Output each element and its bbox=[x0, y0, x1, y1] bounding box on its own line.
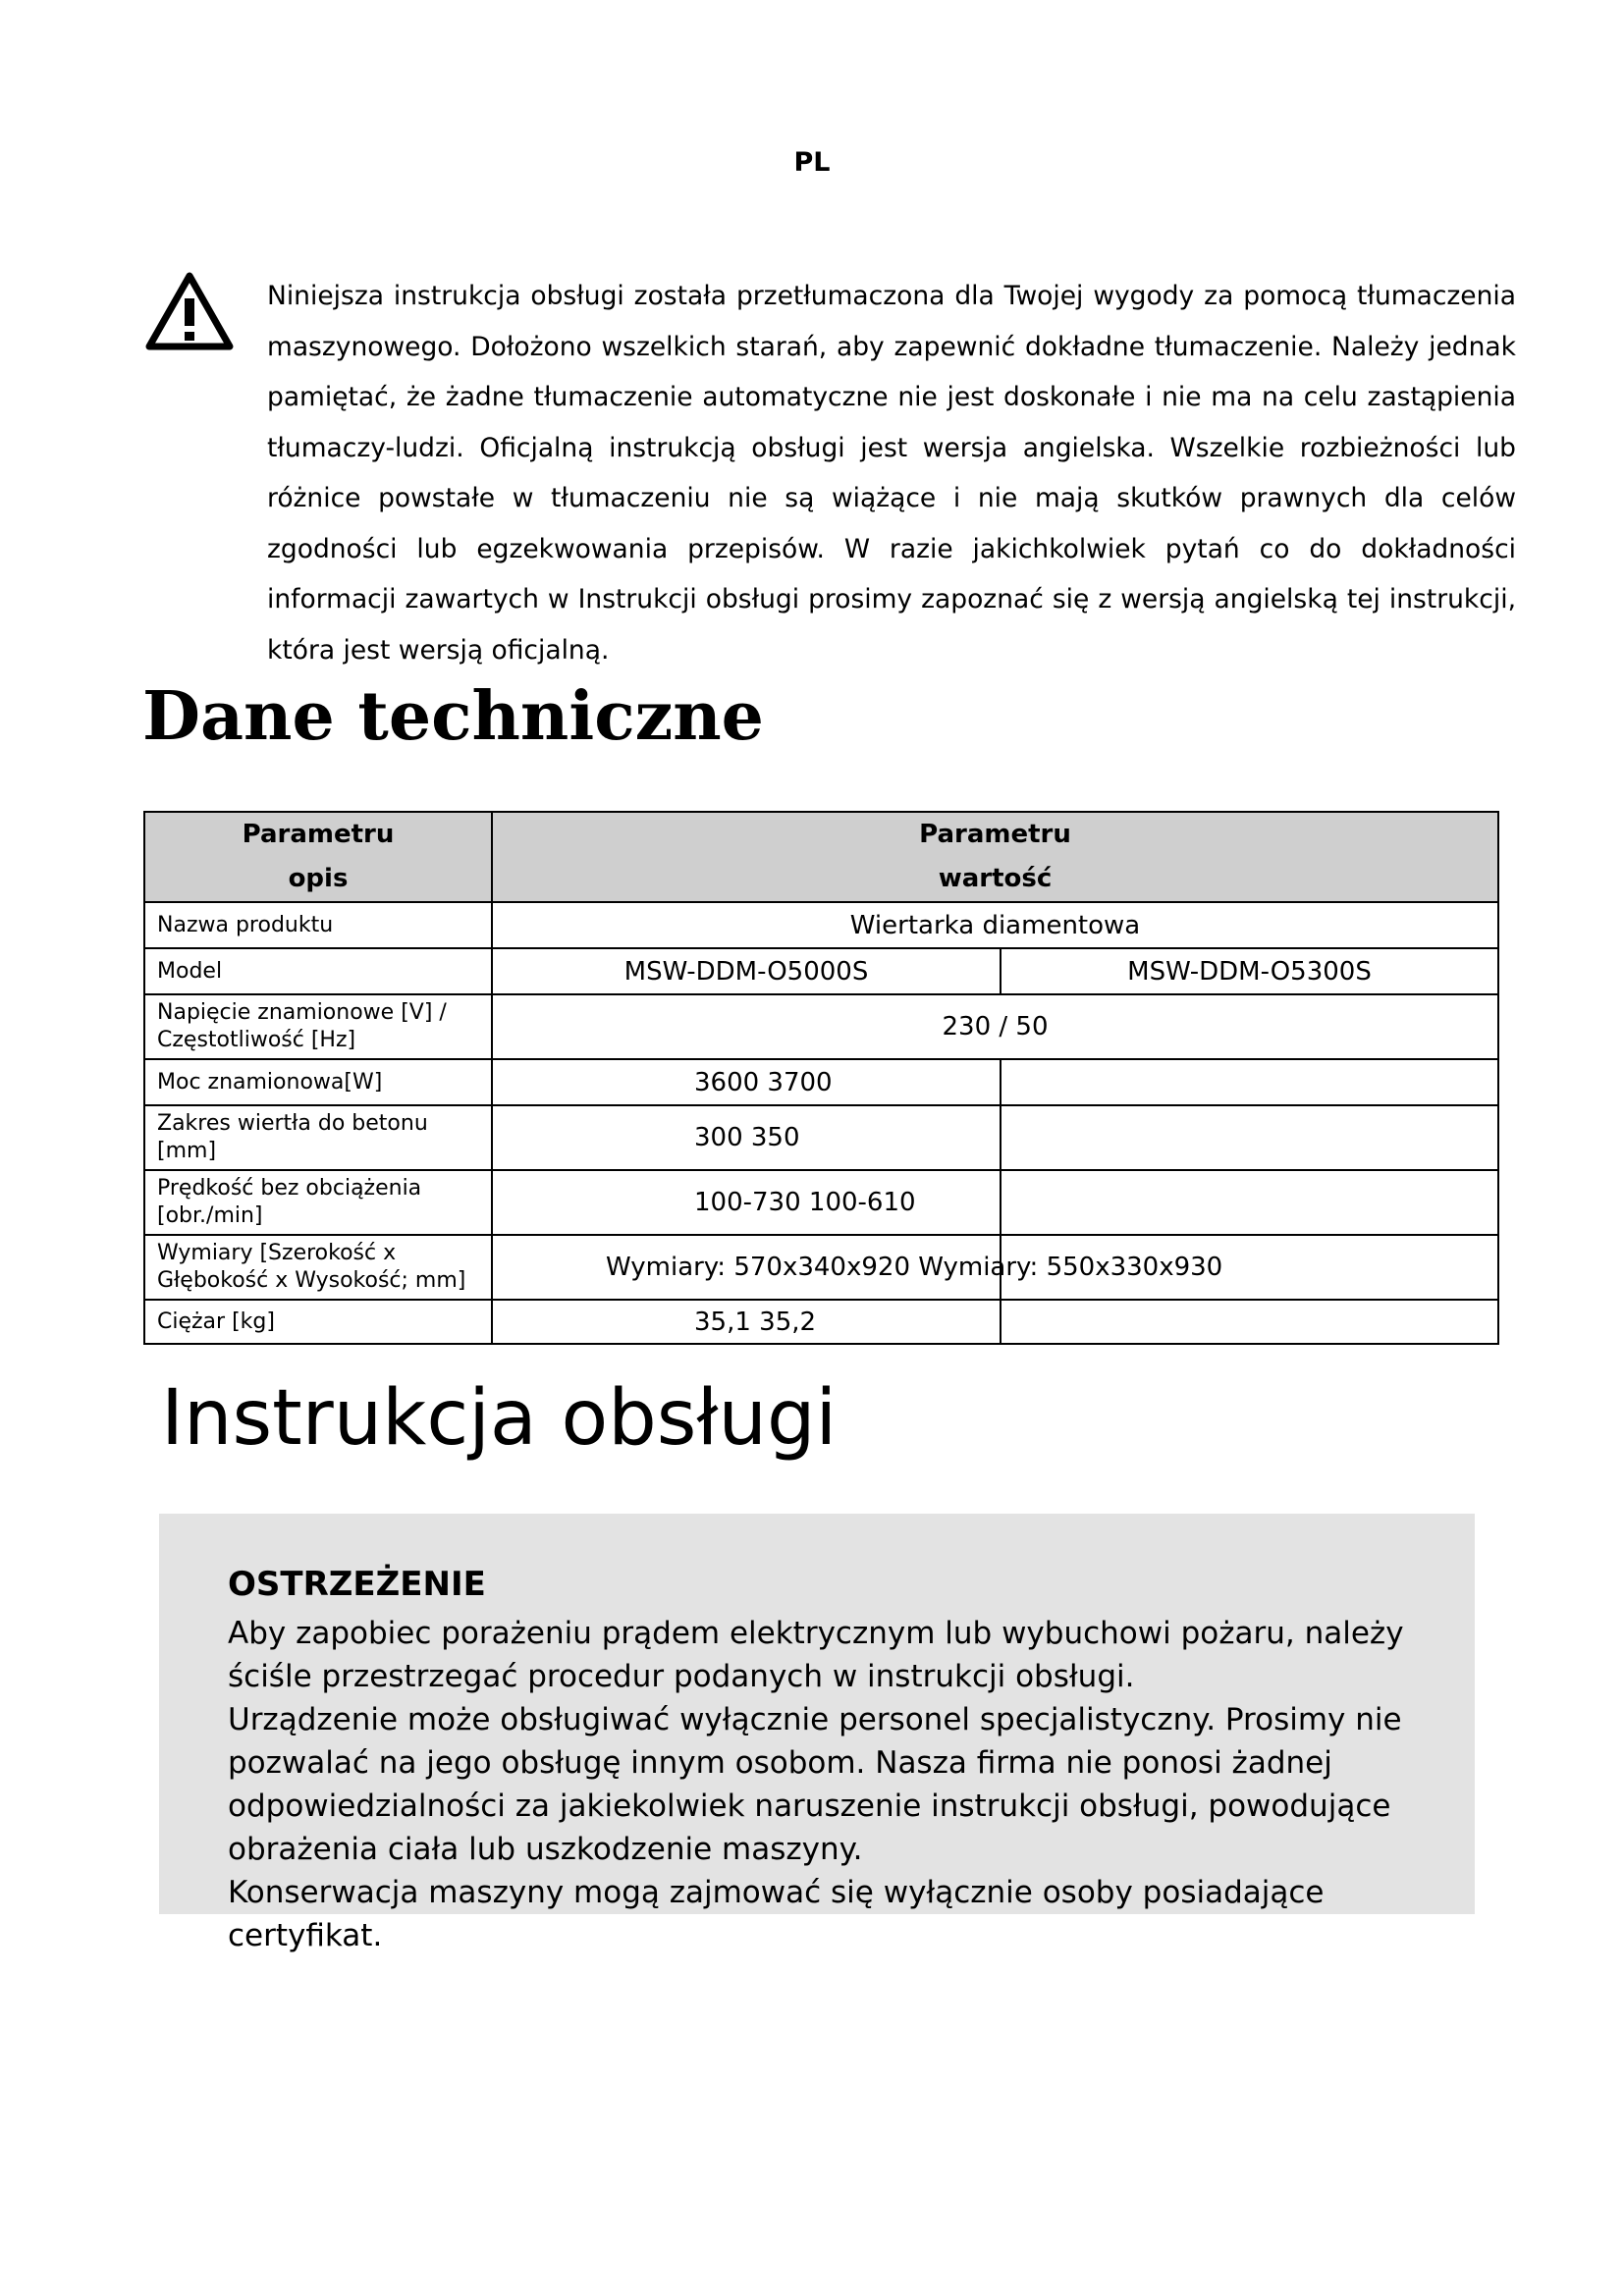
row-value: 35,1 35,2 bbox=[492, 1300, 1001, 1344]
warning-paragraph: Konserwacja maszyny mogą zajmować się wyłącznie osoby posiadające certyfikat. bbox=[228, 1875, 1325, 1953]
spec-table bbox=[143, 811, 1499, 1345]
model-value-2: MSW-DDM-O5300S bbox=[1001, 948, 1498, 994]
table-row bbox=[144, 1300, 1498, 1344]
warning-paragraph: Aby zapobiec porażeniu prądem elektrycznym lub wybuchowi pożaru, należy ściśle przestrzegać procedur podanych w instrukcji obsługi. bbox=[228, 1616, 1404, 1694]
warning-paragraph: Urządzenie może obsługiwać wyłącznie personel specjalistyczny. Prosimy nie pozwalać na jego obsługę innym osobom. Nasza firma nie ponosi żadnej odpowiedzialności za jakiekolwiek naruszenie instrukcji obsługi, powodujące obrażenia ciała lub uszkodzenie maszyny. bbox=[228, 1702, 1402, 1867]
warning-box bbox=[159, 1514, 1475, 1953]
row-value: 3600 3700 bbox=[492, 1059, 1001, 1105]
table-row bbox=[144, 1059, 1498, 1105]
row-label: Ciężar [kg] bbox=[144, 1300, 492, 1344]
param-value-header: Parametru wartość bbox=[492, 812, 1498, 902]
table-row bbox=[144, 902, 1498, 948]
warning-body bbox=[228, 1612, 1445, 1957]
row-label: Wymiary [Szerokość x Głębokość x Wysokość; mm] bbox=[144, 1235, 492, 1300]
row-label: Model bbox=[144, 948, 492, 994]
row-value: Wymiary: 570x340x920 Wymiary: 550x330x930 bbox=[492, 1235, 1498, 1300]
row-value: 100-730 100-610 bbox=[492, 1170, 1001, 1235]
row-value-empty bbox=[1001, 1105, 1498, 1170]
row-label: Prędkość bez obciążenia [obr./min] bbox=[144, 1170, 492, 1235]
row-label: Napięcie znamionowe [V] / Częstotliwość [Hz] bbox=[144, 994, 492, 1059]
row-value: Wiertarka diamentowa bbox=[492, 902, 1498, 948]
table-row bbox=[144, 994, 1498, 1059]
row-value-empty bbox=[1001, 1059, 1498, 1105]
row-label: Zakres wiertła do betonu [mm] bbox=[144, 1105, 492, 1170]
row-value: 230 / 50 bbox=[492, 994, 1498, 1059]
table-row bbox=[144, 1235, 1498, 1300]
row-value: 300 350 bbox=[492, 1105, 1001, 1170]
row-label: Nazwa produktu bbox=[144, 902, 492, 948]
model-value-1: MSW-DDM-O5000S bbox=[492, 948, 1001, 994]
table-row bbox=[144, 1105, 1498, 1170]
tech-data-heading: Dane techniczne bbox=[142, 677, 764, 756]
warning-triangle-icon bbox=[145, 271, 234, 351]
warning-title: OSTRZEŻENIE bbox=[228, 1565, 486, 1604]
spec-header-row bbox=[144, 812, 1498, 902]
row-value-empty bbox=[1001, 1300, 1498, 1344]
instructions-heading: Instrukcja obsługi bbox=[161, 1374, 838, 1463]
language-code: PL bbox=[793, 147, 831, 178]
row-label: Moc znamionowa[W] bbox=[144, 1059, 492, 1105]
row-value-empty bbox=[1001, 1170, 1498, 1235]
table-row bbox=[144, 948, 1498, 994]
table-row bbox=[144, 1170, 1498, 1235]
param-desc-header: Parametru opis bbox=[144, 812, 492, 902]
translation-notice: Niniejsza instrukcja obsługi została przetłumaczona dla Twojej wygody za pomocą tłumaczenia maszynowego. Dołożono wszelkich starań, aby zapewnić dokładne tłumaczenie. Należy jednak pamiętać, że żadne tłumaczenie automatyczne nie jest doskonałe i nie ma na celu zastąpienia tłumaczy-ludzi. Oficjalną instrukcją obsługi jest wersja angielska. Wszelkie rozbieżności lub różnice powstałe w tłumaczeniu nie są wiążące i nie mają skutków prawnych dla celów zgodności lub egzekwowania przepisów. W razie jakichkolwiek pytań co do dokładności informacji zawartych w Instrukcji obsługi prosimy zapoznać się z wersją angielską tej instrukcji, która jest wersją oficjalną. bbox=[267, 281, 1516, 666]
